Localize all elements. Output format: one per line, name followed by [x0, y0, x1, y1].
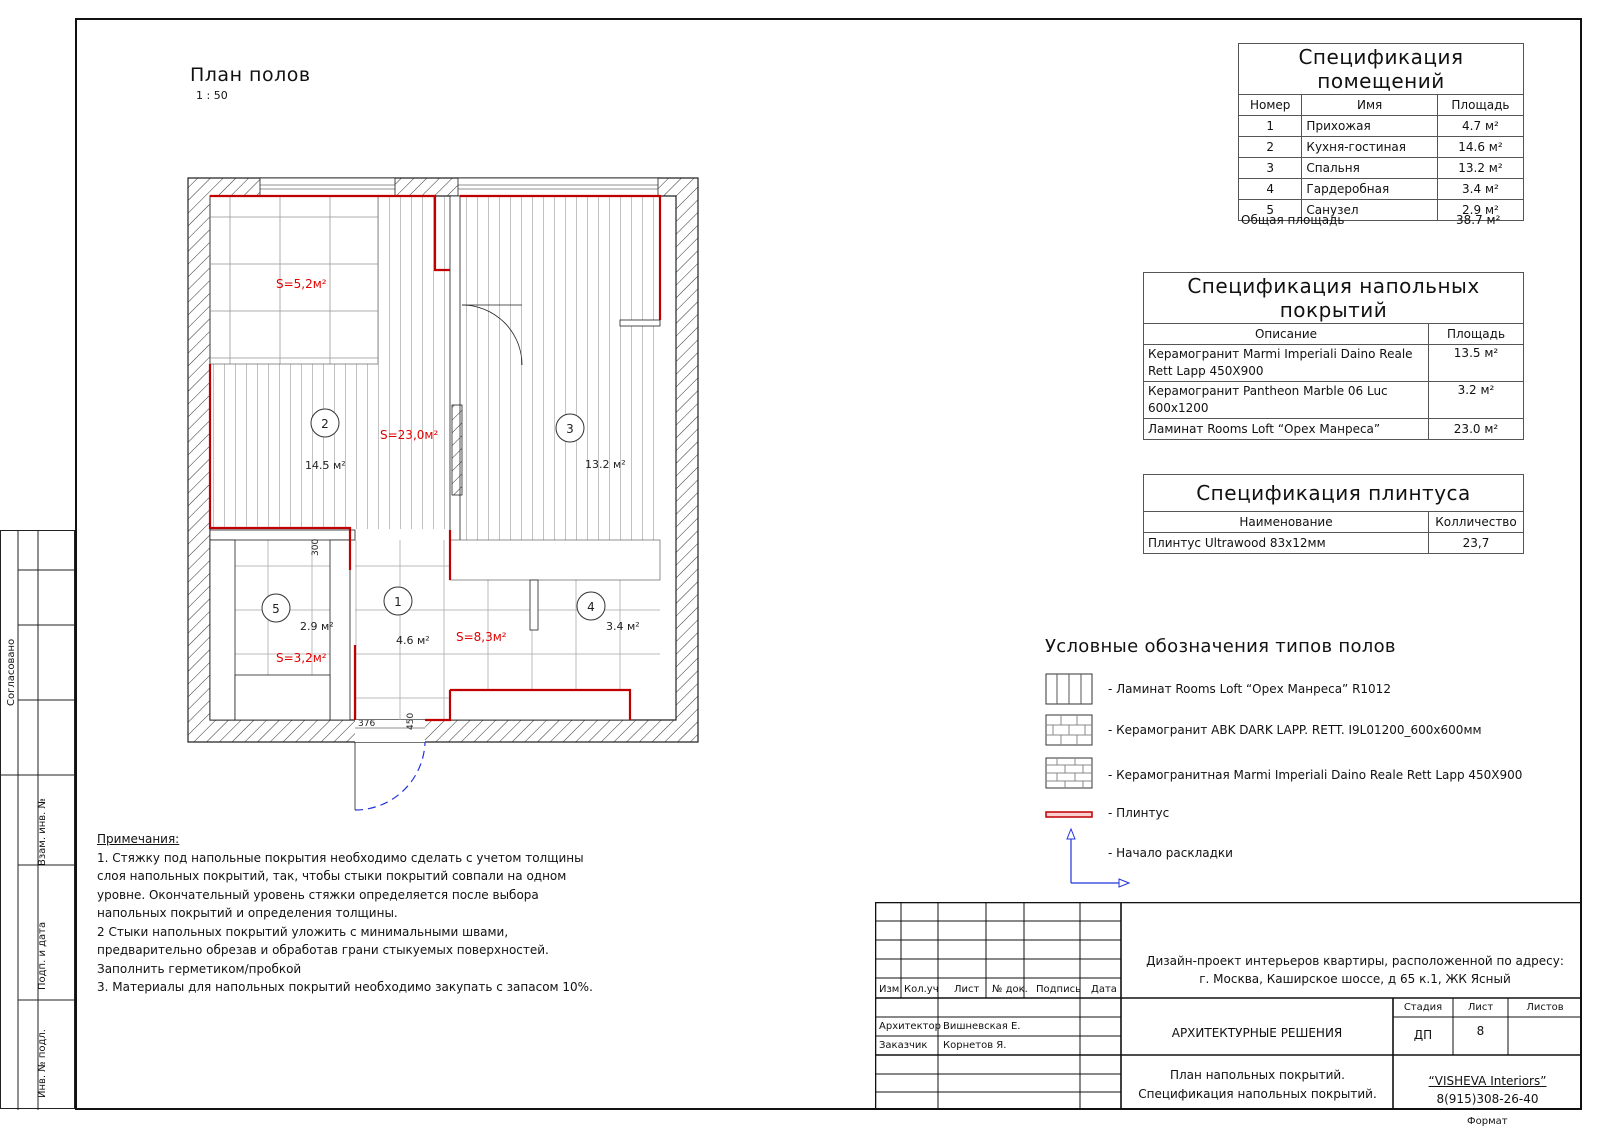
- stamp-stage-header: Стадия: [1403, 1002, 1443, 1013]
- cell: 4: [1239, 179, 1302, 200]
- plinth-spec-header: Наименование: [1144, 512, 1429, 533]
- stamp-col-header: Лист: [954, 984, 980, 995]
- legend-title: Условные обозначения типов полов: [1045, 636, 1396, 657]
- legend-swatch-laminate: [1045, 673, 1095, 707]
- room-number-4: 4: [587, 600, 595, 614]
- window-left: [260, 178, 395, 196]
- stamp-stage: ДП: [1413, 1028, 1433, 1042]
- plinth-spec-caption: Спецификация плинтуса: [1144, 475, 1524, 512]
- legend-item-tile-marmi: - Керамогранитная Marmi Imperiali Daino Reale Rett Lapp 450X900: [1108, 768, 1523, 782]
- stamp-sheet: 8: [1476, 1024, 1485, 1038]
- stamp-col-header: Дата: [1091, 984, 1117, 995]
- table-row: [1144, 345, 1524, 382]
- legend-swatch-plinth: [1045, 810, 1095, 820]
- side-label-inv-orig: Инв. № подл.: [37, 1029, 48, 1098]
- laminate-living: [210, 364, 450, 529]
- zone-area-tile-top: S=5,2м²: [276, 277, 327, 291]
- table-row: [1144, 533, 1524, 554]
- cell: 5: [1239, 200, 1302, 221]
- cell: 2: [1239, 137, 1302, 158]
- cell: 13.2 м²: [1437, 158, 1523, 179]
- laminate-living-top: [378, 196, 450, 364]
- cell: Гардеробная: [1302, 179, 1437, 200]
- notes-line: Заполнить герметиком/пробкой: [97, 961, 302, 976]
- room-number-5: 5: [272, 602, 280, 616]
- cell: 23,7: [1429, 533, 1524, 554]
- dim-450: 450: [406, 712, 416, 730]
- notes-line: 1. Стяжку под напольные покрытия необходимо сделать с учетом толщины: [97, 850, 584, 865]
- room-number-2: 2: [321, 417, 329, 431]
- stamp-col-header: Изм.: [879, 984, 903, 995]
- rooms-total-label: Общая площадь: [1241, 213, 1345, 227]
- side-label-replace-inv: Взам. инв. №: [37, 798, 48, 866]
- notes-line: 3. Материалы для напольных покрытий необходимо закупать с запасом 10%.: [97, 980, 593, 994]
- floor-spec-table: [1143, 272, 1524, 440]
- cell: Керамогранит Pantheon Marble 06 Luc 600x1200: [1144, 382, 1429, 419]
- zone-area-laminate: S=23,0м²: [380, 428, 439, 442]
- stamp-company: “VISHEVA Interiors”: [1428, 1074, 1547, 1088]
- stamp-col-header: № док.: [992, 984, 1028, 995]
- side-label-sign-date: Подп. и дата: [37, 921, 48, 990]
- notes-block: [97, 830, 593, 997]
- room-marker-4: [577, 592, 605, 620]
- floor-spec-header: Описание: [1144, 324, 1429, 345]
- plinth-spec-table: [1143, 474, 1524, 554]
- notes-line: уровне. Окончательный уровень стяжки определяется после выбора: [97, 887, 539, 902]
- notes-line: 2 Стыки напольных покрытий уложить с минимальными швами,: [97, 924, 509, 939]
- legend-swatch-tile-marmi: [1045, 757, 1095, 791]
- notes-line: предварительно обрезав и обработав грани стыкуемых поверхностей.: [97, 943, 549, 957]
- cell: 2.9 м²: [1437, 200, 1523, 221]
- stamp-client-name: Корнетов Я.: [943, 1040, 1007, 1051]
- cell: 3.2 м²: [1429, 382, 1524, 419]
- room-marker-2: [311, 409, 339, 437]
- cell: 3: [1239, 158, 1302, 179]
- rooms-spec-caption: Спецификация помещений: [1239, 44, 1524, 95]
- stamp-sheets-header: Листов: [1526, 1002, 1564, 1013]
- stamp-drawing-title-1: План напольных покрытий.: [1169, 1068, 1345, 1082]
- notes-line: слоя напольных покрытий, так, чтобы стыки покрытий совпали на одном: [97, 869, 567, 883]
- table-row: [1239, 116, 1524, 137]
- cell: 4.7 м²: [1437, 116, 1523, 137]
- room-area-4: 3.4 м²: [606, 620, 640, 633]
- legend-item-plinth: - Плинтус: [1108, 806, 1170, 820]
- legend-item-laminate: - Ламинат Rooms Loft “Орех Манреса” R1012: [1108, 682, 1391, 696]
- cell: Санузел: [1302, 200, 1437, 221]
- rooms-spec-header: Площадь: [1437, 95, 1523, 116]
- cell: 14.6 м²: [1437, 137, 1523, 158]
- stamp-col-header: Подпись: [1036, 984, 1081, 995]
- cell: Спальня: [1302, 158, 1437, 179]
- table-row: [1144, 419, 1524, 440]
- legend-item-start: - Начало раскладки: [1108, 846, 1233, 860]
- format-label: Формат: [1467, 1116, 1508, 1127]
- stamp-drawing-title-2: Спецификация напольных покрытий.: [1138, 1087, 1377, 1101]
- cell: 1: [1239, 116, 1302, 137]
- rooms-spec-header: Номер: [1239, 95, 1302, 116]
- cell: 23.0 м²: [1429, 419, 1524, 440]
- table-row: [1239, 179, 1524, 200]
- notes-line: напольных покрытий и определения толщины.: [97, 906, 398, 920]
- cell: Керамогранит Marmi Imperiali Daino Reale Rett Lapp 450X900: [1144, 345, 1429, 382]
- floor-plan: [180, 170, 710, 830]
- table-row: [1239, 137, 1524, 158]
- table-row: [1144, 382, 1524, 419]
- room-marker-1: [384, 587, 412, 615]
- cell: 3.4 м²: [1437, 179, 1523, 200]
- dim-300: 300: [311, 538, 321, 556]
- legend-item-tile-abk: - Керамогранит ABK DARK LAPP. RETT. I9L01200_600x600мм: [1108, 723, 1482, 737]
- stamp-project: Дизайн-проект интерьеров квартиры, расположенной по адресу: г. Москва, Каширское шоссе, д 65 к.1, ЖК Ясный: [1146, 954, 1564, 986]
- cell: Прихожая: [1302, 116, 1437, 137]
- room-area-1: 4.6 м²: [396, 634, 430, 647]
- floor-spec-caption: Спецификация напольных покрытий: [1144, 273, 1524, 324]
- side-label-agreed: Согласовано: [6, 638, 17, 706]
- plan-title: План полов: [190, 64, 311, 86]
- room-number-1: 1: [394, 595, 402, 609]
- plinth-spec-header: Колличество: [1429, 512, 1524, 533]
- plan-scale: 1 : 50: [196, 89, 228, 102]
- rooms-total-value: 38.7 м²: [1456, 213, 1501, 227]
- rooms-spec-header: Имя: [1302, 95, 1437, 116]
- laminate-bedroom: [460, 196, 660, 546]
- rooms-spec-table: [1238, 43, 1524, 221]
- dim-376: 376: [358, 719, 376, 729]
- cell: 13.5 м²: [1429, 345, 1524, 382]
- stamp-section: АРХИТЕКТУРНЫЕ РЕШЕНИЯ: [1171, 1026, 1343, 1040]
- room-number-3: 3: [566, 422, 574, 436]
- cell: Кухня-гостиная: [1302, 137, 1437, 158]
- window-right: [458, 178, 658, 196]
- zone-area-bath: S=3,2м²: [276, 651, 327, 665]
- cell: Ламинат Rooms Loft “Орех Манреса”: [1144, 419, 1429, 440]
- room-marker-5: [262, 594, 290, 622]
- notes-title: Примечания:: [97, 832, 180, 846]
- stamp-architect-role: Архитектор: [879, 1021, 941, 1032]
- stamp-client-role: Заказчик: [879, 1040, 928, 1051]
- stamp-col-header: Кол.уч: [904, 984, 939, 995]
- room-area-2: 14.5 м²: [305, 459, 346, 472]
- tile-zone-hall: [355, 540, 450, 720]
- stamp-architect-name: Вишневская Е.: [943, 1021, 1021, 1032]
- stamp-phone: 8(915)308-26-40: [1436, 1092, 1539, 1106]
- zone-area-tile-mid: S=8,3м²: [456, 630, 507, 644]
- room-marker-3: [556, 414, 584, 442]
- legend-swatch-tile-abk: [1045, 714, 1095, 748]
- cell: Плинтус Ultrawood 83х12мм: [1144, 533, 1429, 554]
- room-area-5: 2.9 м²: [300, 620, 334, 633]
- table-row: [1239, 158, 1524, 179]
- room-area-3: 13.2 м²: [585, 458, 626, 471]
- stamp-sheet-header: Лист: [1467, 1002, 1494, 1013]
- floor-spec-header: Площадь: [1429, 324, 1524, 345]
